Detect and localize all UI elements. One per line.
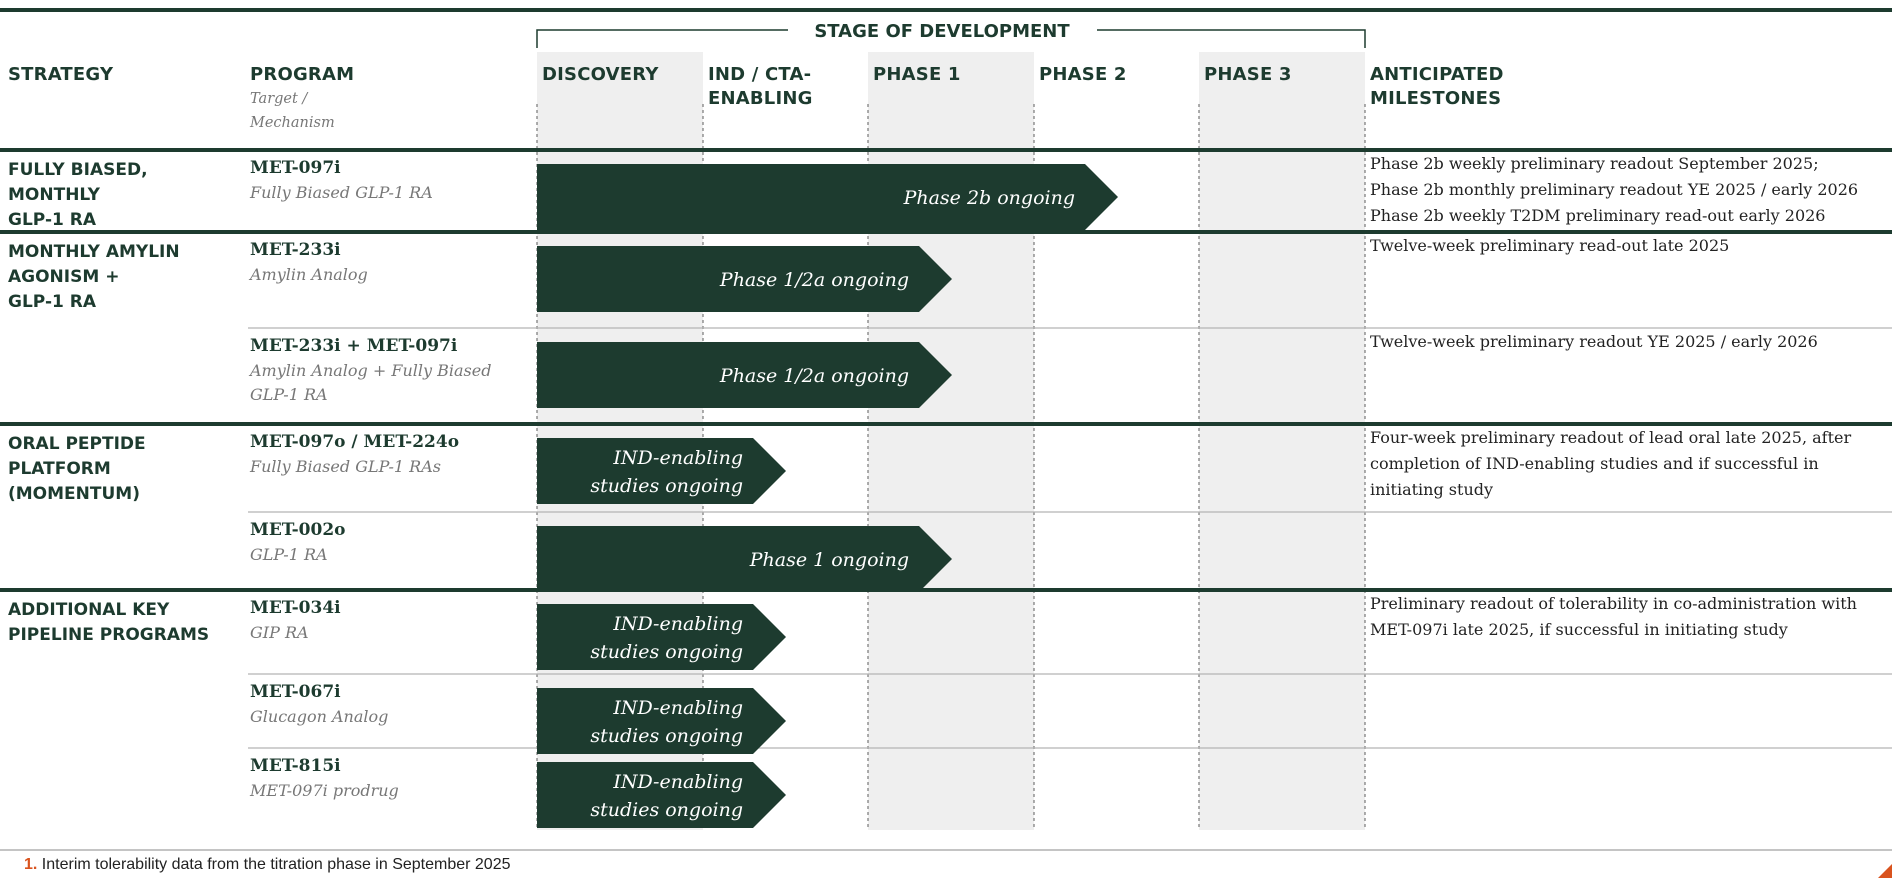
program-target-5-line0: GIP RA [250, 623, 309, 642]
footnote-number: 1. [24, 856, 38, 873]
milestone-3-line2: initiating study [1370, 480, 1494, 499]
program-name-5: MET-034i [250, 598, 341, 618]
milestone-3-line0: Four-week preliminary readout of lead oral late 2025, after [1370, 428, 1852, 447]
program-subheader-line1: Target / [250, 91, 308, 107]
stage-label-0-line1: DISCOVERY [542, 64, 659, 85]
stage-label-4-line1: PHASE 3 [1204, 64, 1292, 85]
footnote-text: Interim tolerability data from the titration phase in September 2025 [41, 856, 511, 873]
stage-label-2-line1: PHASE 1 [873, 64, 961, 85]
stage-label-3 [1039, 63, 1127, 87]
stage-label-1-line1: IND / CTA- [708, 64, 812, 85]
progress-bar-label-3-line1: studies ongoing [590, 475, 743, 497]
stage-label-1-line2: ENABLING [708, 88, 813, 109]
strategy-label-1-line0: MONTHLY AMYLIN [8, 242, 180, 262]
program-name-2: MET-233i + MET-097i [250, 336, 458, 356]
strategy-header: STRATEGY [8, 64, 114, 85]
milestone-0-line0: Phase 2b weekly preliminary readout September 2025; [1370, 154, 1819, 173]
strategy-label-0-line0: FULLY BIASED, [8, 160, 148, 180]
progress-bar-label-7-line1: studies ongoing [590, 799, 743, 821]
stage-label-4 [1204, 63, 1292, 87]
program-name-1: MET-233i [250, 240, 341, 260]
program-target-4-line0: GLP-1 RA [250, 545, 328, 564]
program-target-6-line0: Glucagon Analog [250, 707, 389, 726]
program-target-2-line0: Amylin Analog + Fully Biased [250, 361, 492, 380]
program-name-3: MET-097o / MET-224o [250, 432, 460, 452]
milestone-0-line1: Phase 2b monthly preliminary readout YE 2025 / early 2026 [1370, 180, 1859, 199]
footnote [24, 856, 511, 874]
progress-bar-label-0-line0: Phase 2b ongoing [903, 187, 1075, 209]
milestone-0-line2: Phase 2b weekly T2DM preliminary read-out early 2026 [1370, 206, 1826, 225]
program-header: PROGRAM [250, 64, 355, 85]
stage-title: STAGE OF DEVELOPMENT [814, 21, 1070, 42]
progress-bar-label-7-line0: IND-enabling [613, 771, 743, 793]
strategy-label-2-line0: ORAL PEPTIDE [8, 434, 146, 454]
progress-bar-label-4-line0: Phase 1 ongoing [749, 549, 909, 571]
milestone-3-line1: completion of IND-enabling studies and if successful in [1370, 454, 1819, 473]
corner-triangle-icon [1878, 864, 1892, 878]
strategy-label-2-line2: (MOMENTUM) [8, 484, 140, 504]
stage-label-1 [708, 63, 813, 111]
progress-bar-label-1-line0: Phase 1/2a ongoing [719, 269, 909, 291]
program-subheader-line2: Mechanism [250, 115, 335, 131]
program-name-6: MET-067i [250, 682, 341, 702]
progress-bar-label-5-line1: studies ongoing [590, 641, 743, 663]
stage-label-2 [873, 63, 961, 87]
progress-bar-label-6-line0: IND-enabling [613, 697, 743, 719]
program-name-0: MET-097i [250, 158, 341, 178]
strategy-label-0-line1: MONTHLY [8, 185, 100, 205]
milestone-5-line0: Preliminary readout of tolerability in co-administration with [1370, 594, 1857, 613]
milestones-header-line1: ANTICIPATED [1370, 64, 1504, 85]
program-name-7: MET-815i [250, 756, 341, 776]
stage-label-0 [542, 63, 659, 87]
program-target-7-line0: MET-097i prodrug [250, 781, 399, 800]
strategy-label-1-line1: AGONISM + [8, 267, 120, 287]
progress-bar-label-2-line0: Phase 1/2a ongoing [719, 365, 909, 387]
program-name-4: MET-002o [250, 520, 346, 540]
milestone-5-line1: MET-097i late 2025, if successful in initiating study [1370, 620, 1788, 639]
program-target-2-line1: GLP-1 RA [250, 385, 328, 404]
program-target-3-line0: Fully Biased GLP-1 RAs [250, 457, 441, 476]
milestones-header-line2: MILESTONES [1370, 88, 1502, 109]
program-target-1-line0: Amylin Analog [250, 265, 368, 284]
strategy-label-1-line2: GLP-1 RA [8, 292, 96, 312]
stage-label-3-line1: PHASE 2 [1039, 64, 1127, 85]
strategy-label-0-line2: GLP-1 RA [8, 210, 96, 230]
program-target-0-line0: Fully Biased GLP-1 RA [250, 183, 433, 202]
progress-bar-label-3-line0: IND-enabling [613, 447, 743, 469]
top-rule [0, 8, 1892, 12]
milestone-2-line0: Twelve-week preliminary readout YE 2025 / early 2026 [1370, 332, 1818, 351]
strategy-label-3-line0: ADDITIONAL KEY [8, 600, 170, 620]
milestone-1-line0: Twelve-week preliminary read-out late 2025 [1370, 236, 1730, 255]
progress-bar-label-5-line0: IND-enabling [613, 613, 743, 635]
progress-bar-label-6-line1: studies ongoing [590, 725, 743, 747]
stage-shade-4 [1199, 52, 1365, 830]
strategy-label-2-line1: PLATFORM [8, 459, 111, 479]
strategy-label-3-line1: PIPELINE PROGRAMS [8, 625, 210, 645]
